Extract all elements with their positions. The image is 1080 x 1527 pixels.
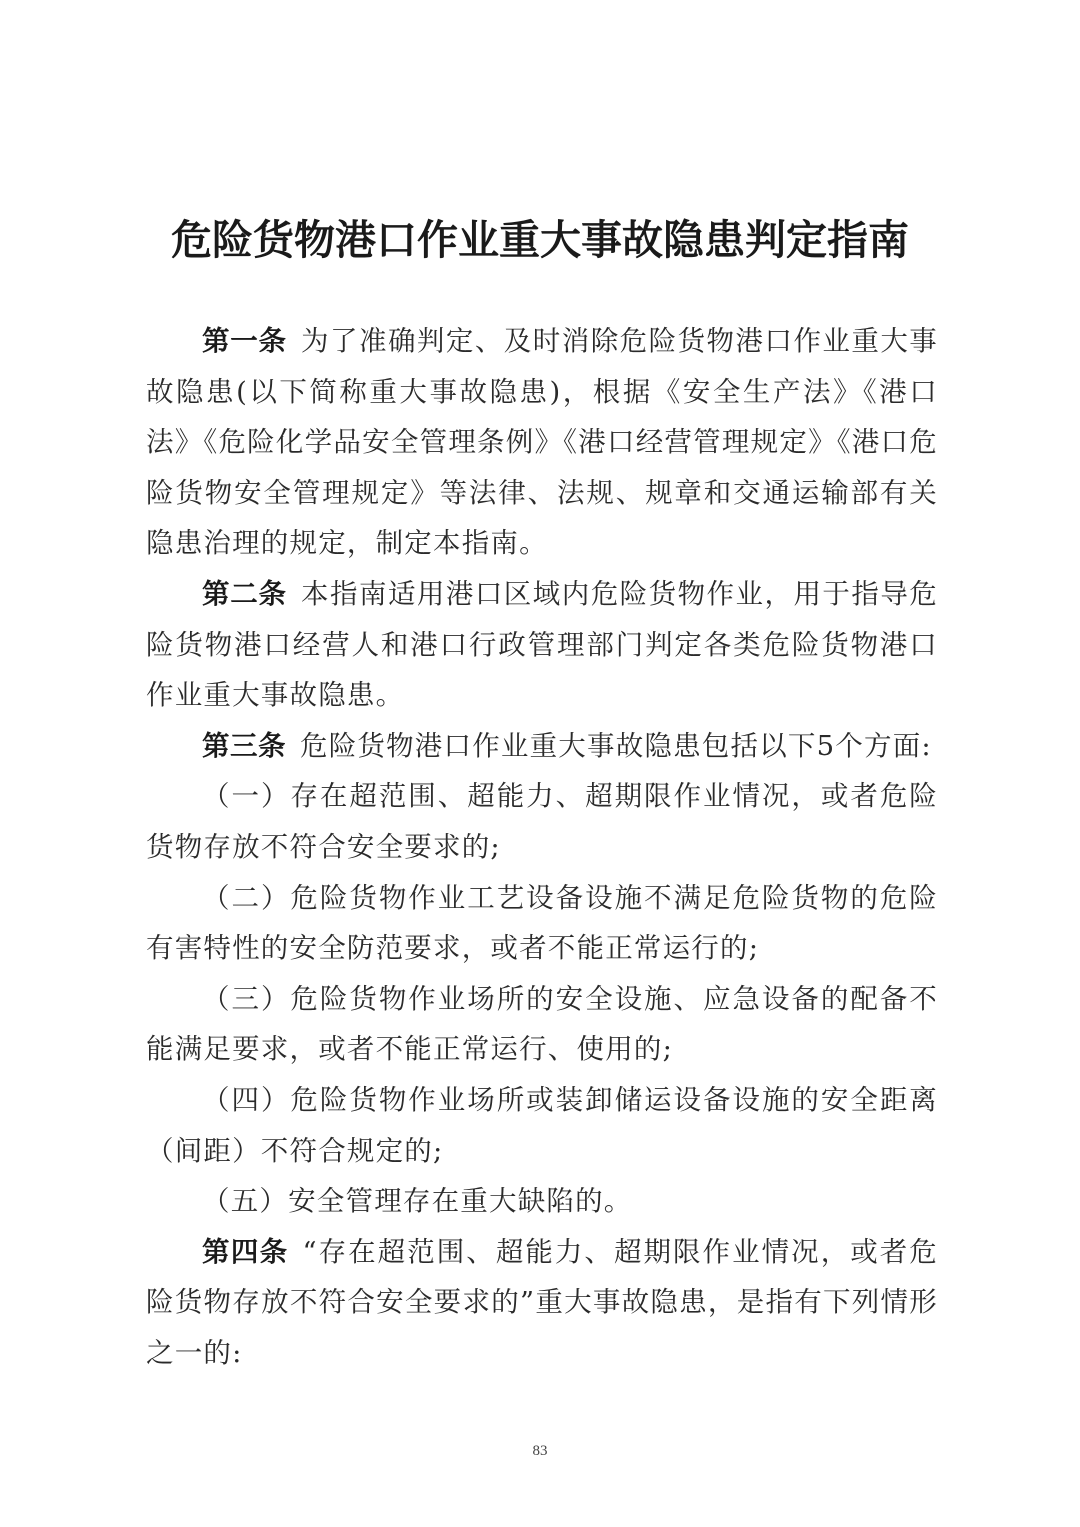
document-title: 危险货物港口作业重大事故隐患判定指南 bbox=[171, 216, 909, 264]
list-item-1 bbox=[146, 771, 938, 872]
list-item-2 bbox=[146, 873, 938, 974]
article-label: 第二条 bbox=[202, 577, 287, 610]
list-item-5 bbox=[146, 1176, 938, 1227]
paragraph-text: 危险货物港口作业重大事故隐患包括以下5个方面: bbox=[300, 729, 932, 762]
paragraph-article-4 bbox=[146, 1227, 938, 1379]
page-number: 83 bbox=[532, 1443, 548, 1459]
paragraph-text: “存在超范围、超能力、超期限作业情况，或者危险货物存放不符合安全要求的”重大事故隐患，是指有下列情形之一的: bbox=[146, 1235, 939, 1369]
document-body bbox=[146, 316, 938, 1378]
paragraph-text: （一）存在超范围、超能力、超期限作业情况，或者危险货物存放不符合安全要求的; bbox=[146, 780, 938, 863]
paragraph-text: （四）危险货物作业场所或装卸储运设备设施的安全距离（间距）不符合规定的; bbox=[146, 1083, 938, 1167]
paragraph-text: 为了准确判定、及时消除危险货物港口作业重大事故隐患(以下简称重大事故隐患)，根据《安全生产法》《港口法》《危险化学品安全管理条例》《港口经营管理规定》《港口危险货物安全管理规定》等法律、法规、规章和交通运输部有关隐患治理的规定，制定本指南。 bbox=[146, 325, 938, 560]
paragraph-text: （五）安全管理存在重大缺陷的。 bbox=[202, 1185, 633, 1218]
article-label: 第三条 bbox=[202, 729, 286, 762]
article-label: 第四条 bbox=[202, 1235, 289, 1268]
paragraph-article-1 bbox=[146, 316, 938, 569]
paragraph-text: 本指南适用港口区域内危险货物作业，用于指导危险货物港口经营人和港口行政管理部门判定各类危险货物港口作业重大事故隐患。 bbox=[146, 577, 938, 712]
list-item-4 bbox=[146, 1075, 938, 1176]
list-item-3 bbox=[146, 974, 938, 1075]
paragraph-text: （二）危险货物作业工艺设备设施不满足危险货物的危险有害特性的安全防范要求，或者不能正常运行的; bbox=[146, 881, 938, 965]
paragraph-article-2 bbox=[146, 569, 938, 721]
article-label: 第一条 bbox=[202, 325, 287, 357]
paragraph-article-3 bbox=[146, 721, 938, 772]
paragraph-text: （三）危险货物作业场所的安全设施、应急设备的配备不能满足要求，或者不能正常运行、使用的; bbox=[146, 982, 938, 1066]
